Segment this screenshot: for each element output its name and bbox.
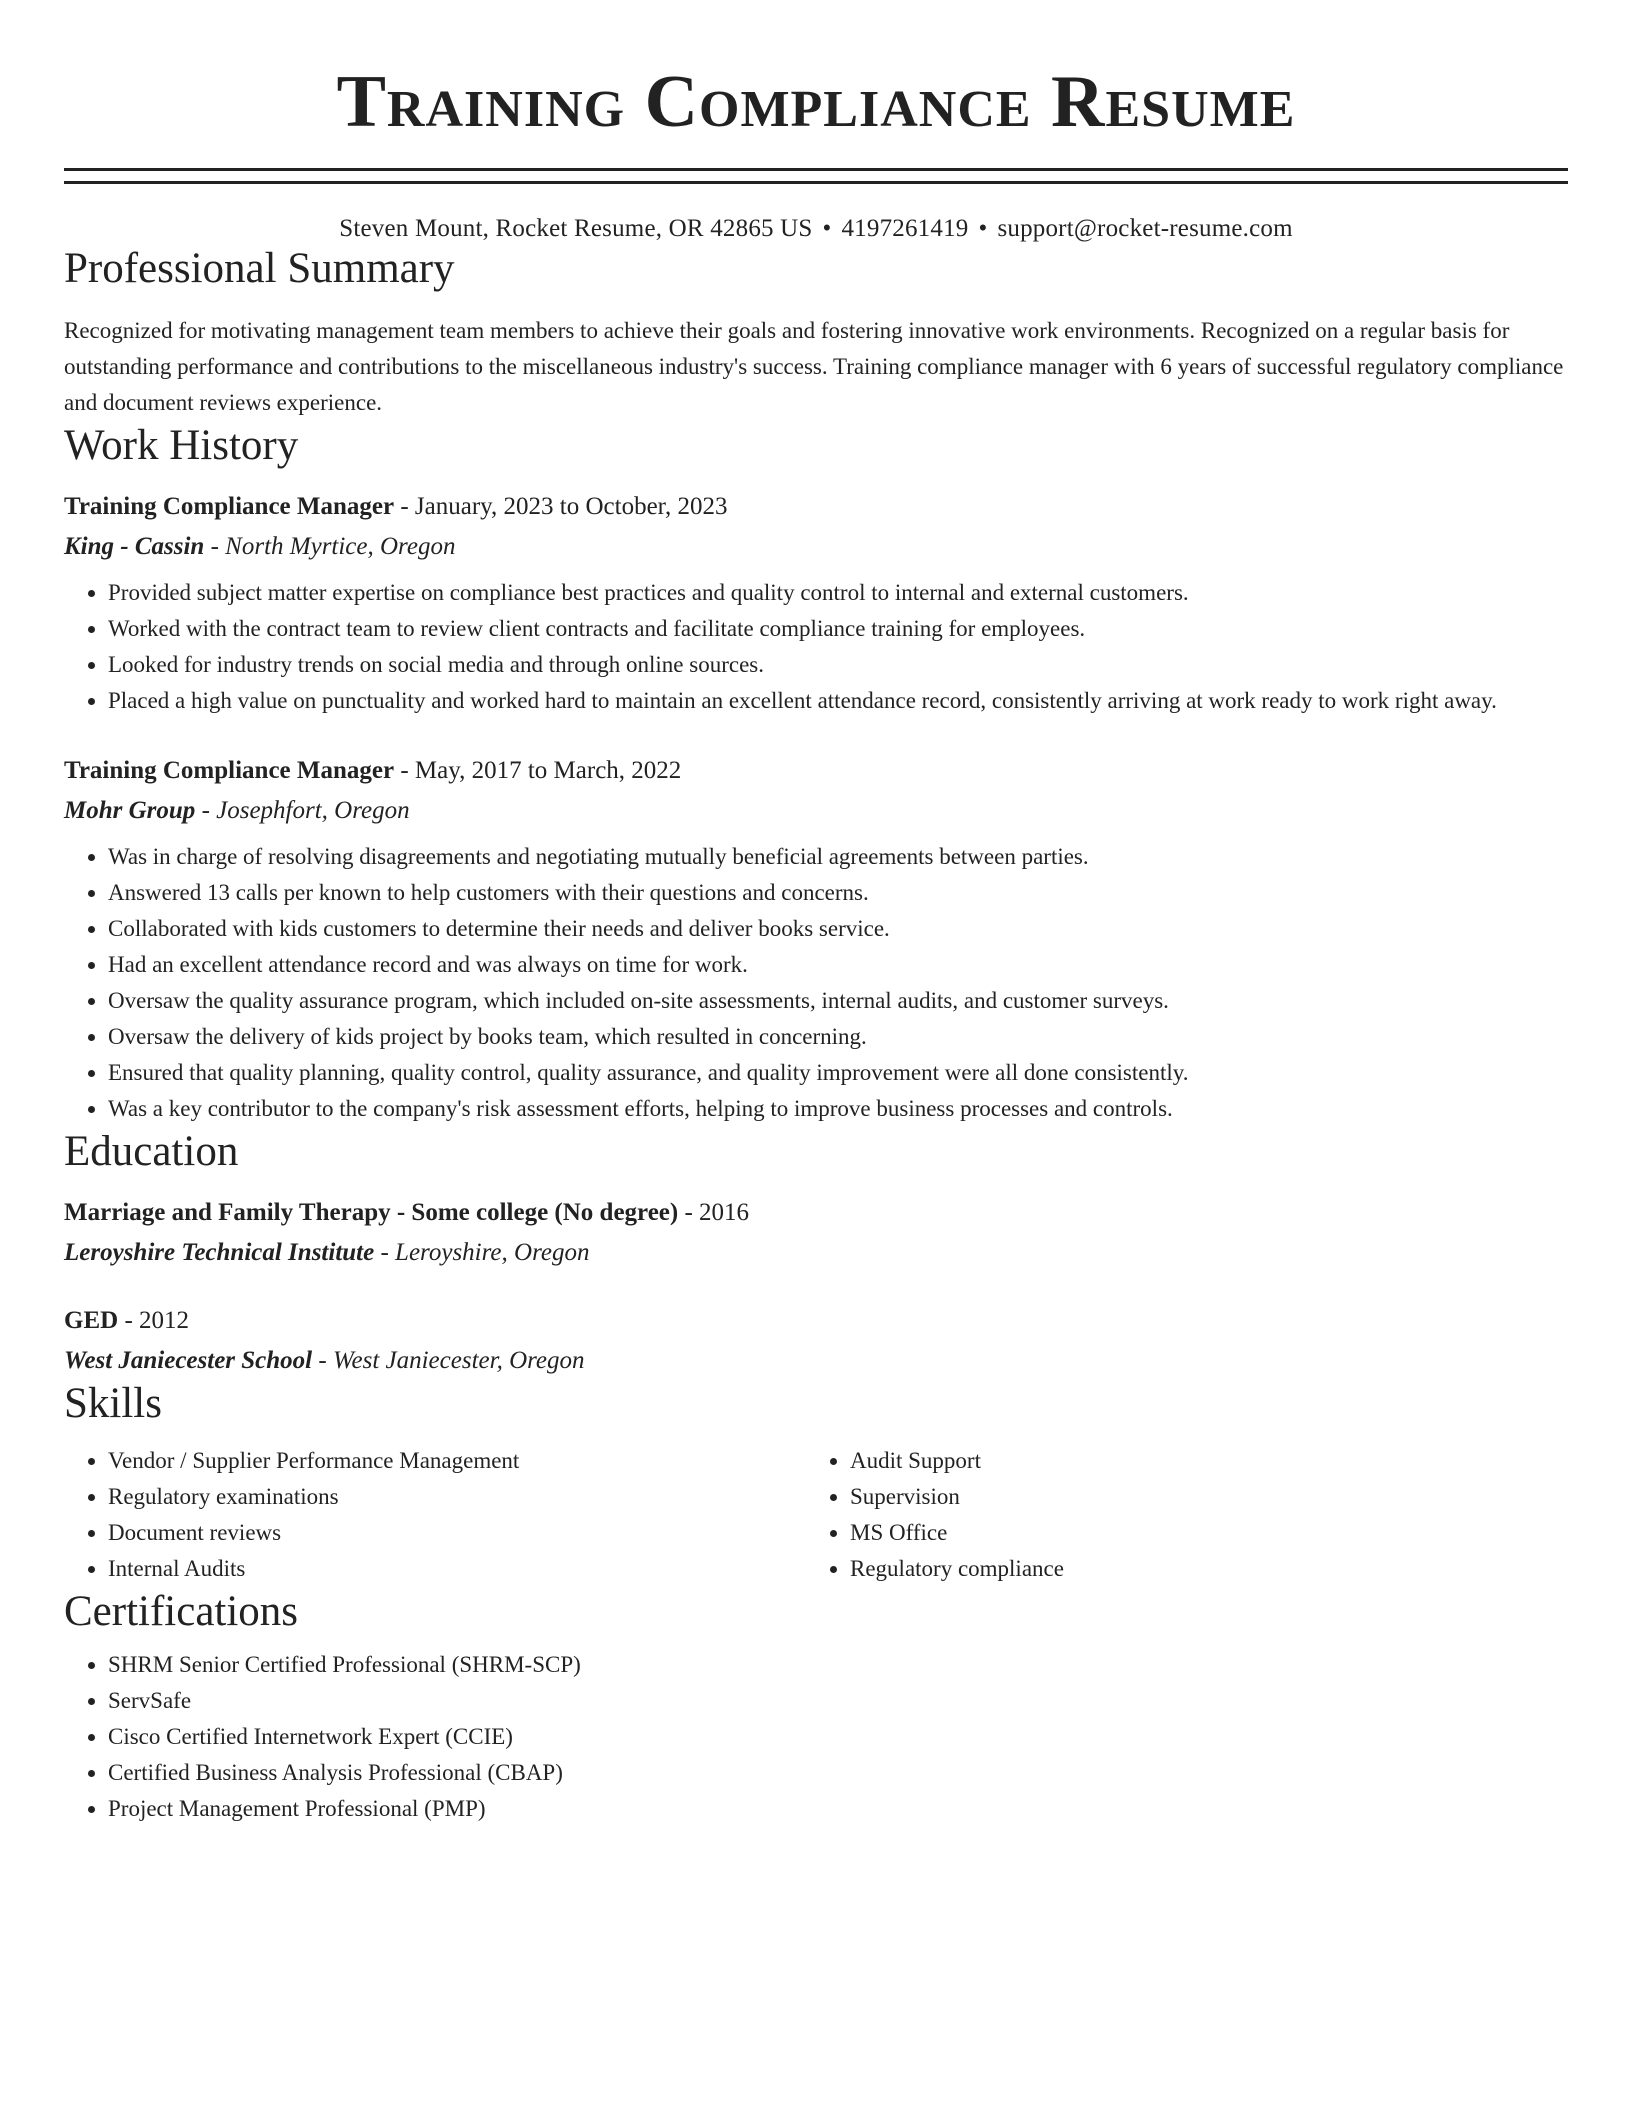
contact-email: support@rocket-resume.com <box>997 215 1293 242</box>
contact-line <box>64 214 1568 244</box>
job-bullets <box>64 575 1568 719</box>
education-entry <box>64 1303 1568 1379</box>
skills-list-right <box>806 1443 1548 1587</box>
job-location: - Josephfort, Oregon <box>195 797 410 824</box>
education-school-line <box>64 1343 1568 1379</box>
job-bullet: • Looked for industry trends on social media and through online sources. <box>108 647 1568 683</box>
education-year: - 2012 <box>118 1307 190 1334</box>
job-title-line <box>64 489 1568 525</box>
summary-text: Recognized for motivating management team members to achieve their goals and fostering innovative work environments. Recognized on a regular basis for outstanding performance and contributions to the miscellaneous industry's success. Training compliance manager with 6 years of successful regulatory compliance and document reviews experience. <box>64 318 1564 415</box>
summary-heading: Professional Summary <box>64 245 455 292</box>
job-title: Training Compliance Manager <box>64 757 395 784</box>
job-dates: - January, 2023 to October, 2023 <box>394 493 728 520</box>
certification-item: • Certified Business Analysis Professional (CBAP) <box>108 1755 1568 1791</box>
job-bullet: • Was in charge of resolving disagreements and negotiating mutually beneficial agreements between parties. <box>108 839 1568 875</box>
job-employer-line <box>64 529 1568 565</box>
job-employer-line <box>64 793 1568 829</box>
skill-item: • Supervision <box>850 1479 1548 1515</box>
job-bullet: • Oversaw the delivery of kids project by books team, which resulted in concerning. <box>108 1019 1568 1055</box>
skill-item: • MS Office <box>850 1515 1548 1551</box>
job-bullet: • Placed a high value on punctuality and worked hard to maintain an excellent attendance record, consistently arriving at work ready to work right away. <box>108 683 1568 719</box>
education-degree: GED <box>64 1307 119 1334</box>
certification-item: • SHRM Senior Certified Professional (SHRM-SCP) <box>108 1647 1568 1683</box>
education-degree: Marriage and Family Therapy - Some college (No degree) <box>64 1199 679 1226</box>
resume-title: Training Compliance Resume <box>336 61 1296 143</box>
education-school: Leroyshire Technical Institute <box>64 1239 375 1266</box>
job-bullets <box>64 839 1568 1127</box>
skills-heading: Skills <box>64 1380 162 1427</box>
job-entry <box>64 489 1568 719</box>
certification-item: • Project Management Professional (PMP) <box>108 1791 1568 1827</box>
contact-phone: 4197261419 <box>841 215 969 242</box>
skill-item: • Internal Audits <box>108 1551 806 1587</box>
skill-item: • Vendor / Supplier Performance Management <box>108 1443 806 1479</box>
job-bullet: • Was a key contributor to the company's risk assessment efforts, helping to improve business processes and controls. <box>108 1091 1568 1127</box>
job-title: Training Compliance Manager <box>64 493 395 520</box>
job-bullet: • Had an excellent attendance record and was always on time for work. <box>108 947 1568 983</box>
job-company: King - Cassin <box>64 533 205 560</box>
skill-item: • Regulatory examinations <box>108 1479 806 1515</box>
skill-item: • Audit Support <box>850 1443 1548 1479</box>
job-company: Mohr Group <box>64 797 196 824</box>
job-dates: - May, 2017 to March, 2022 <box>394 757 682 784</box>
education-heading: Education <box>64 1128 239 1175</box>
job-bullet: • Oversaw the quality assurance program, which included on-site assessments, internal audits, and customer surveys. <box>108 983 1568 1019</box>
education-school-line <box>64 1235 1568 1271</box>
job-bullet: • Worked with the contract team to review client contracts and facilitate compliance training for employees. <box>108 611 1568 647</box>
education-degree-line <box>64 1195 1568 1231</box>
education-location: - West Janiecester, Oregon <box>312 1347 585 1374</box>
contact-address: Steven Mount, Rocket Resume, OR 42865 US <box>339 215 813 242</box>
certifications-list <box>64 1647 1568 1827</box>
education-year: - 2016 <box>678 1199 750 1226</box>
certifications-heading: Certifications <box>64 1588 299 1635</box>
education-school: West Janiecester School <box>64 1347 313 1374</box>
job-title-line <box>64 753 1568 789</box>
job-bullet: • Ensured that quality planning, quality control, quality assurance, and quality improvement were all done consistently. <box>108 1055 1568 1091</box>
skills-columns <box>64 1443 1568 1587</box>
education-degree-line <box>64 1303 1568 1339</box>
skill-item: • Regulatory compliance <box>850 1551 1548 1587</box>
education-location: - Leroyshire, Oregon <box>374 1239 590 1266</box>
certification-item: • Cisco Certified Internetwork Expert (CCIE) <box>108 1719 1568 1755</box>
certification-item: • ServSafe <box>108 1683 1568 1719</box>
contact-separator: • <box>978 215 988 242</box>
job-location: - North Myrtice, Oregon <box>204 533 456 560</box>
job-bullet: • Collaborated with kids customers to determine their needs and deliver books service. <box>108 911 1568 947</box>
education-entry <box>64 1195 1568 1271</box>
job-entry <box>64 753 1568 1127</box>
job-bullet: • Answered 13 calls per known to help customers with their questions and concerns. <box>108 875 1568 911</box>
skill-item: • Document reviews <box>108 1515 806 1551</box>
job-bullet: • Provided subject matter expertise on compliance best practices and quality control to internal and external customers. <box>108 575 1568 611</box>
work-history-heading: Work History <box>64 422 299 469</box>
title-double-rule <box>64 168 1568 184</box>
skills-list-left <box>64 1443 806 1587</box>
contact-separator: • <box>822 215 832 242</box>
